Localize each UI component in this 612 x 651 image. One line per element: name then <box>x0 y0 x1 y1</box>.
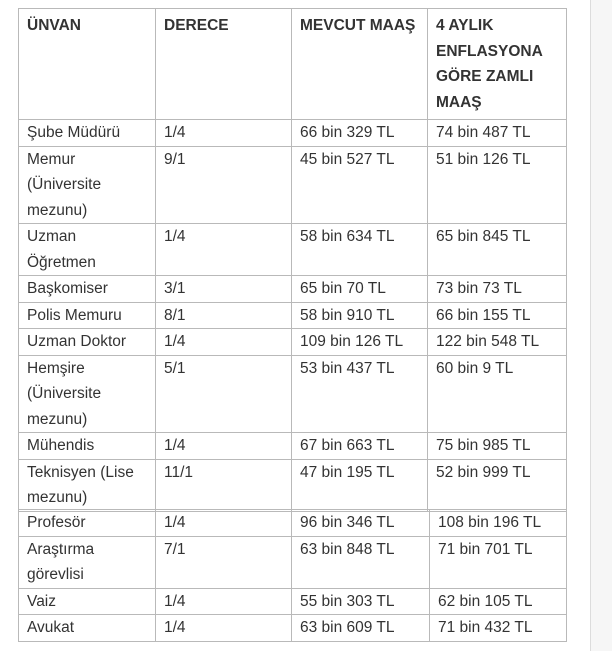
header-raised-salary: 4 AYLIK ENFLASYONA GÖRE ZAMLI MAAŞ <box>428 9 567 120</box>
salary-table <box>18 8 567 512</box>
cell-current-salary: 96 bin 346 TL <box>292 510 430 537</box>
cell-current-salary: 58 bin 910 TL <box>292 302 428 329</box>
cell-title: Teknisyen (Lise mezunu) <box>19 459 156 511</box>
cell-grade: 1/4 <box>156 615 292 642</box>
cell-title: Vaiz <box>19 588 156 615</box>
cell-grade: 9/1 <box>156 146 292 224</box>
table-row <box>19 302 567 329</box>
table-row <box>19 224 567 276</box>
cell-grade: 11/1 <box>156 459 292 511</box>
cell-grade: 1/4 <box>156 588 292 615</box>
cell-current-salary: 45 bin 527 TL <box>292 146 428 224</box>
cell-title: Memur (Üniversite mezunu) <box>19 146 156 224</box>
cell-raised-salary: 75 bin 985 TL <box>428 433 567 460</box>
cell-title: Hemşire (Üniversite mezunu) <box>19 355 156 433</box>
table-row <box>19 146 567 224</box>
cell-raised-salary: 60 bin 9 TL <box>428 355 567 433</box>
cell-raised-salary: 71 bin 701 TL <box>430 536 567 588</box>
cell-raised-salary: 73 bin 73 TL <box>428 276 567 303</box>
cell-raised-salary: 122 bin 548 TL <box>428 329 567 356</box>
header-title: ÜNVAN <box>19 9 156 120</box>
cell-current-salary: 63 bin 848 TL <box>292 536 430 588</box>
cell-title: Başkomiser <box>19 276 156 303</box>
cell-grade: 5/1 <box>156 355 292 433</box>
table-row <box>19 433 567 460</box>
cell-current-salary: 58 bin 634 TL <box>292 224 428 276</box>
table-row <box>19 510 567 537</box>
cell-title: Şube Müdürü <box>19 120 156 147</box>
cell-title: Araştırma görevlisi <box>19 536 156 588</box>
cell-grade: 8/1 <box>156 302 292 329</box>
cell-current-salary: 55 bin 303 TL <box>292 588 430 615</box>
table-row <box>19 120 567 147</box>
cell-raised-salary: 74 bin 487 TL <box>428 120 567 147</box>
cell-grade: 1/4 <box>156 433 292 460</box>
cell-grade: 1/4 <box>156 329 292 356</box>
table-header-row <box>19 9 567 120</box>
cell-raised-salary: 108 bin 196 TL <box>430 510 567 537</box>
cell-raised-salary: 66 bin 155 TL <box>428 302 567 329</box>
cell-title: Polis Memuru <box>19 302 156 329</box>
cell-current-salary: 109 bin 126 TL <box>292 329 428 356</box>
cell-current-salary: 66 bin 329 TL <box>292 120 428 147</box>
cell-raised-salary: 62 bin 105 TL <box>430 588 567 615</box>
table-row <box>19 355 567 433</box>
cell-title: Uzman Öğretmen <box>19 224 156 276</box>
table-row <box>19 588 567 615</box>
table-row <box>19 536 567 588</box>
cell-title: Profesör <box>19 510 156 537</box>
salary-table-extra <box>18 509 567 642</box>
cell-title: Mühendis <box>19 433 156 460</box>
cell-raised-salary: 65 bin 845 TL <box>428 224 567 276</box>
cell-title: Uzman Doktor <box>19 329 156 356</box>
cell-current-salary: 53 bin 437 TL <box>292 355 428 433</box>
cell-current-salary: 63 bin 609 TL <box>292 615 430 642</box>
cell-grade: 1/4 <box>156 120 292 147</box>
cell-title: Avukat <box>19 615 156 642</box>
cell-current-salary: 65 bin 70 TL <box>292 276 428 303</box>
header-grade: DERECE <box>156 9 292 120</box>
cell-raised-salary: 71 bin 432 TL <box>430 615 567 642</box>
table-row <box>19 615 567 642</box>
page-edge-strip <box>590 0 612 651</box>
cell-grade: 7/1 <box>156 536 292 588</box>
cell-raised-salary: 52 bin 999 TL <box>428 459 567 511</box>
table-row <box>19 329 567 356</box>
cell-grade: 1/4 <box>156 224 292 276</box>
table-row <box>19 459 567 511</box>
cell-grade: 3/1 <box>156 276 292 303</box>
cell-current-salary: 67 bin 663 TL <box>292 433 428 460</box>
table-row <box>19 276 567 303</box>
cell-raised-salary: 51 bin 126 TL <box>428 146 567 224</box>
cell-grade: 1/4 <box>156 510 292 537</box>
header-current-salary: MEVCUT MAAŞ <box>292 9 428 120</box>
cell-current-salary: 47 bin 195 TL <box>292 459 428 511</box>
